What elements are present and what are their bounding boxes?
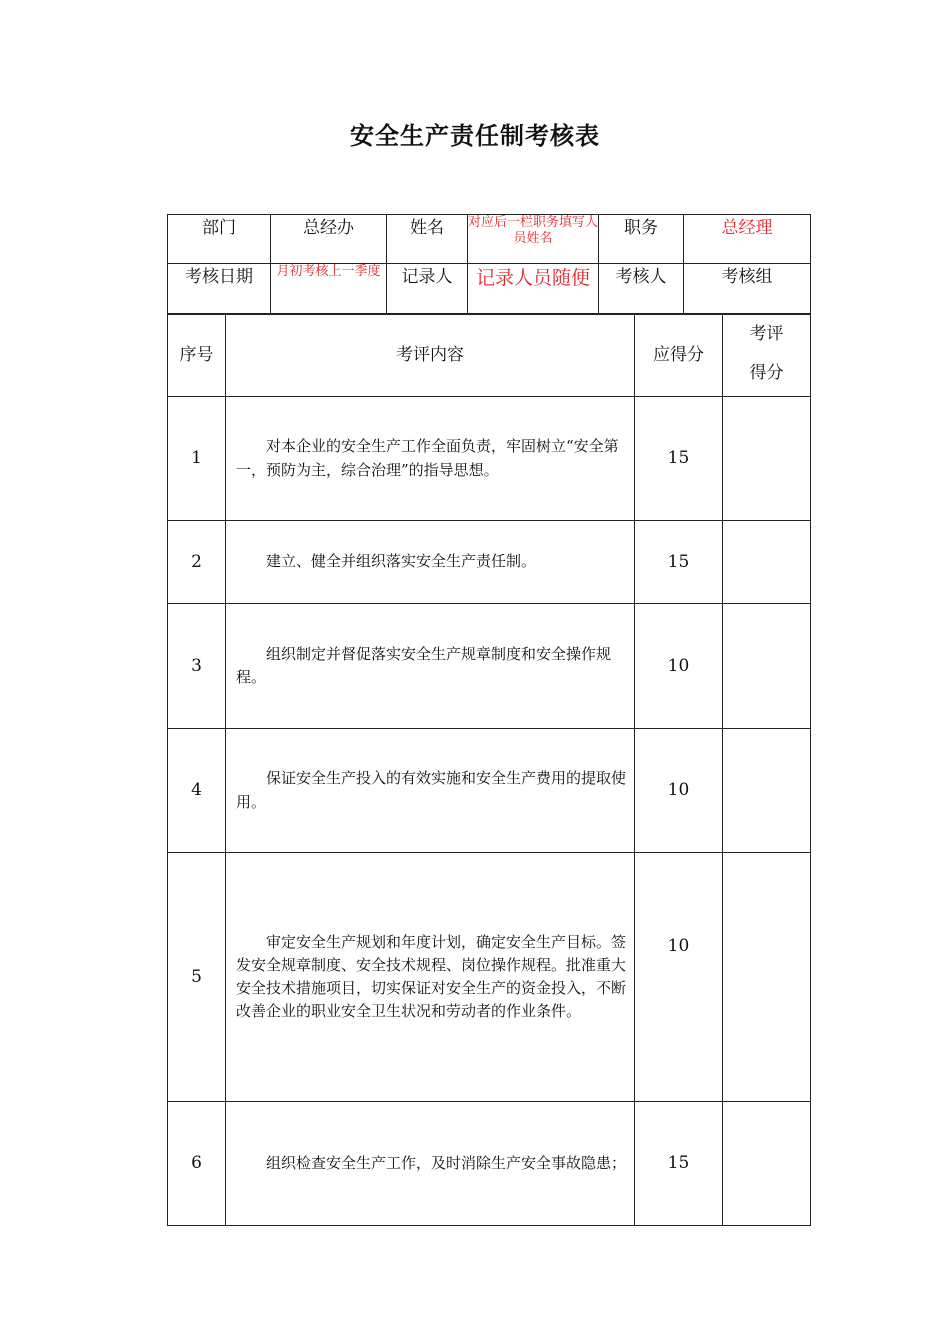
row-seq: 6 (168, 1102, 226, 1226)
header-row-2 (168, 264, 811, 314)
row-content-text: 保证安全生产投入的有效实施和安全生产费用的提取使用。 (236, 769, 627, 811)
row-content (226, 1102, 635, 1226)
row-content-text: 对本企业的安全生产工作全面负责，牢固树立“安全第一，预防为主，综合治理”的指导思想。 (236, 437, 619, 479)
row-content-text: 审定安全生产规划和年度计划，确定安全生产目标。签发安全规章制度、安全技术规程、岗位操作规程。批准重大安全技术措施项目，切实保证对安全生产的资金投入，不断改善企业的职业安全卫生状况和劳动者的作业条件。 (236, 932, 627, 1021)
dept-label: 部门 (168, 215, 271, 264)
row-score-cell[interactable] (723, 729, 811, 853)
name-value[interactable]: 对应后一栏职务填写人员姓名 (468, 215, 599, 264)
content-header: 考评内容 (226, 315, 635, 397)
score-header-line2: 得分 (749, 363, 784, 384)
row-content (226, 729, 635, 853)
recorder-value[interactable]: 记录人员随便 (468, 264, 599, 314)
row-content (226, 521, 635, 604)
seq-header: 序号 (168, 315, 226, 397)
score-header-line1: 考评 (749, 324, 784, 344)
row-max-score: 10 (635, 604, 723, 729)
row-max-score: 15 (635, 521, 723, 604)
score-header (723, 315, 811, 397)
row-seq: 3 (168, 604, 226, 729)
row-max-score: 15 (635, 397, 723, 521)
row-seq: 2 (168, 521, 226, 604)
row-score-cell[interactable] (723, 853, 811, 1102)
table-row (168, 604, 811, 729)
name-label: 姓名 (387, 215, 468, 264)
table-row (168, 1102, 811, 1226)
position-label: 职务 (599, 215, 684, 264)
row-content (226, 604, 635, 729)
document-title: 安全生产责任制考核表 (350, 122, 600, 150)
column-header-row (168, 315, 811, 397)
date-label: 考核日期 (168, 264, 271, 314)
table-row (168, 853, 811, 1102)
recorder-label: 记录人 (387, 264, 468, 314)
header-table (167, 214, 811, 314)
examiner-label: 考核人 (599, 264, 684, 314)
row-max-score: 10 (635, 853, 723, 1102)
table-row (168, 397, 811, 521)
row-content (226, 397, 635, 521)
row-content-text: 建立、健全并组织落实安全生产责任制。 (266, 552, 537, 571)
date-value[interactable]: 月初考核上一季度 (271, 264, 387, 314)
row-score-cell[interactable] (723, 604, 811, 729)
assessment-table (167, 314, 811, 1226)
row-max-score: 15 (635, 1102, 723, 1226)
dept-value[interactable]: 总经办 (271, 215, 387, 264)
table-row (168, 521, 811, 604)
header-row-1 (168, 215, 811, 264)
row-seq: 5 (168, 853, 226, 1102)
row-max-score: 10 (635, 729, 723, 853)
row-score-cell[interactable] (723, 1102, 811, 1226)
row-content (226, 853, 635, 1102)
row-score-cell[interactable] (723, 521, 811, 604)
table-row (168, 729, 811, 853)
row-content-text: 组织检查安全生产工作，及时消除生产安全事故隐患； (266, 1153, 627, 1172)
position-value[interactable]: 总经理 (684, 215, 811, 264)
max-score-header: 应得分 (635, 315, 723, 397)
row-seq: 4 (168, 729, 226, 853)
examiner-value[interactable]: 考核组 (684, 264, 811, 314)
row-seq: 1 (168, 397, 226, 521)
row-score-cell[interactable] (723, 397, 811, 521)
row-content-text: 组织制定并督促落实安全生产规章制度和安全操作规程。 (236, 644, 612, 686)
